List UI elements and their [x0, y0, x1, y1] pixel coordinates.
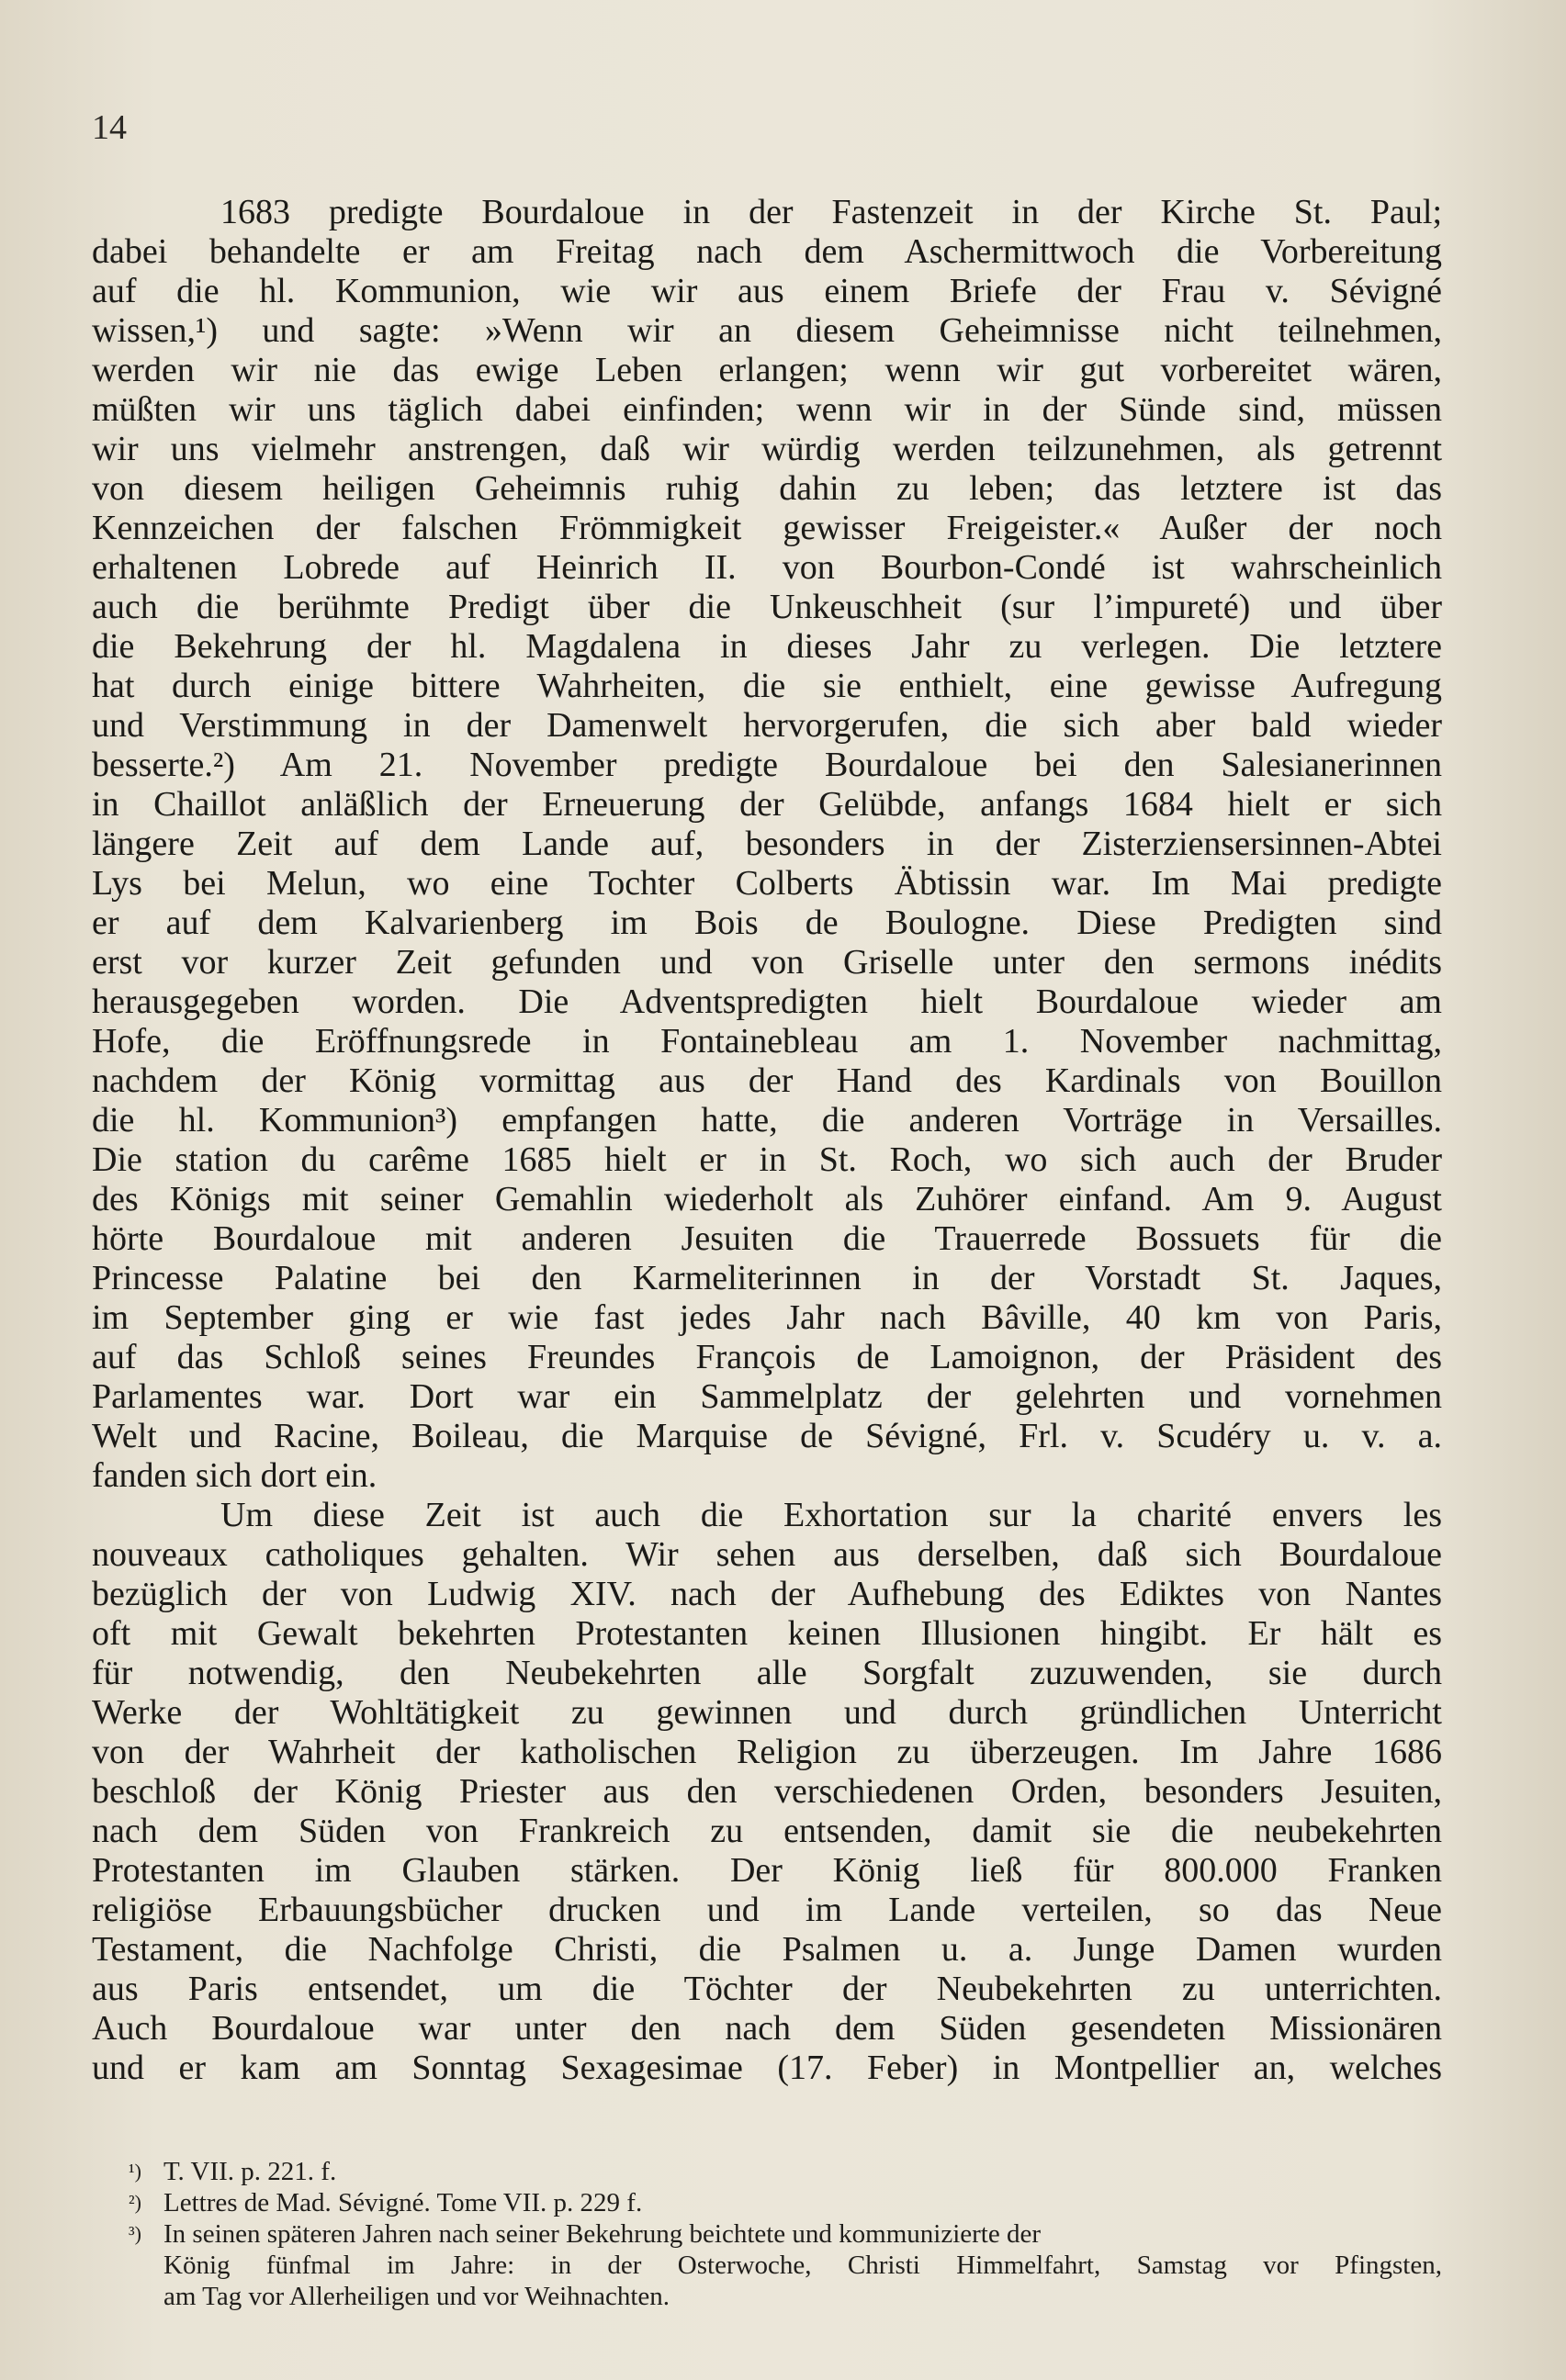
footnote-3-continuation: am Tag vor Allerheiligen und vor Weihnachten.: [163, 2282, 670, 2311]
text-line: und er kam am Sonntag Sexagesimae (17. Feber) in Montpellier an, welches: [92, 2049, 1442, 2087]
text-line: Hofe, die Eröffnungsrede in Fontainebleau am 1. November nachmittag,: [92, 1022, 1442, 1061]
text-line: im September ging er wie fast jedes Jahr nach Bâville, 40 km von Paris,: [92, 1298, 1442, 1337]
text-line: Werke der Wohltätigkeit zu gewinnen und durch gründlichen Unterricht: [92, 1693, 1442, 1732]
text-line: Testament, die Nachfolge Christi, die Psalmen u. a. Junge Damen wurden: [92, 1930, 1442, 1969]
text-line: religiöse Erbauungsbücher drucken und im Lande verteilen, so das Neue: [92, 1891, 1442, 1929]
text-line: nach dem Süden von Frankreich zu entsenden, damit sie die neubekehrten: [92, 1812, 1442, 1850]
text-line: herausgegeben worden. Die Adventspredigten hielt Bourdaloue wieder am: [92, 982, 1442, 1021]
paragraph-1: [92, 193, 1442, 1496]
footnote-text: In seinen späteren Jahren nach seiner Bekehrung beichtete und kommunizierte der: [163, 2219, 1042, 2249]
text-line: und Verstimmung in der Damenwelt hervorgerufen, die sich aber bald wieder: [92, 706, 1442, 745]
text-line: des Königs mit seiner Gemahlin wiederholt als Zuhörer einfand. Am 9. August: [92, 1180, 1442, 1218]
text-line: Um diese Zeit ist auch die Exhortation sur la charité envers les: [220, 1496, 1442, 1534]
footnote-2: [129, 2187, 1442, 2218]
text-line: Welt und Racine, Boileau, die Marquise de Sévigné, Frl. v. Scudéry u. v. a.: [92, 1417, 1442, 1455]
text-line: aus Paris entsendet, um die Töchter der Neubekehrten zu unterrichten.: [92, 1970, 1442, 2008]
text-line: Parlamentes war. Dort war ein Sammelplatz der gelehrten und vornehmen: [92, 1377, 1442, 1416]
text-line: beschloß der König Priester aus den verschiedenen Orden, besonders Jesuiten,: [92, 1772, 1442, 1811]
text-line: auf das Schloß seines Freundes François de Lamoignon, der Präsident des: [92, 1338, 1442, 1376]
text-line: von der Wahrheit der katholischen Religion zu überzeugen. Im Jahre 1686: [92, 1733, 1442, 1771]
text-line: Lys bei Melun, wo eine Tochter Colberts Äbtissin war. Im Mai predigte: [92, 864, 1442, 903]
footnote-mark: ³): [129, 2222, 141, 2245]
text-line: längere Zeit auf dem Lande auf, besonders in der Zisterziensersinnen-Abtei: [92, 825, 1442, 863]
text-line: dabei behandelte er am Freitag nach dem Aschermittwoch die Vorbereitung: [92, 232, 1442, 271]
text-line: hat durch einige bittere Wahrheiten, die sie enthielt, eine gewisse Aufregung: [92, 667, 1442, 705]
footnotes: [129, 2156, 1442, 2312]
text-line: Die station du carême 1685 hielt er in St. Roch, wo sich auch der Bruder: [92, 1140, 1442, 1179]
text-line: in Chaillot anläßlich der Erneuerung der Gelübde, anfangs 1684 hielt er sich: [92, 785, 1442, 824]
text-line: erst vor kurzer Zeit gefunden und von Griselle unter den sermons inédits: [92, 943, 1442, 982]
text-line: die hl. Kommunion³) empfangen hatte, die anderen Vorträge in Versailles.: [92, 1101, 1442, 1139]
text-line: er auf dem Kalvarienberg im Bois de Boulogne. Diese Predigten sind: [92, 904, 1442, 942]
footnote-3-continuation: König fünfmal im Jahre: in der Osterwoche, Christi Himmelfahrt, Samstag vor Pfingsten,: [163, 2251, 1442, 2280]
text-line: 1683 predigte Bourdaloue in der Fastenzeit in der Kirche St. Paul;: [220, 193, 1442, 231]
text-line: wissen,¹) und sagte: »Wenn wir an diesem Geheimnisse nicht teilnehmen,: [92, 311, 1442, 350]
text-line: müßten wir uns täglich dabei einfinden; wenn wir in der Sünde sind, müssen: [92, 390, 1442, 429]
text-line: oft mit Gewalt bekehrten Protestanten keinen Illusionen hingibt. Er hält es: [92, 1614, 1442, 1653]
page-number: 14: [92, 108, 127, 147]
text-line: besserte.²) Am 21. November predigte Bourdaloue bei den Salesianerinnen: [92, 746, 1442, 784]
text-line: wir uns vielmehr anstrengen, daß wir würdig werden teilzunehmen, als getrennt: [92, 430, 1442, 468]
text-line: von diesem heiligen Geheimnis ruhig dahin zu leben; das letztere ist das: [92, 469, 1442, 508]
text-line: für notwendig, den Neubekehrten alle Sorgfalt zuzuwenden, sie durch: [92, 1654, 1442, 1692]
footnote-separator: [92, 2144, 349, 2145]
body-text: [92, 193, 1442, 2088]
text-line: fanden sich dort ein.: [92, 1456, 377, 1495]
text-line: Princesse Palatine bei den Karmeliterinnen in der Vorstadt St. Jaques,: [92, 1259, 1442, 1297]
text-line: nouveaux catholiques gehalten. Wir sehen aus derselben, daß sich Bourdaloue: [92, 1535, 1442, 1574]
footnote-3: [129, 2218, 1442, 2250]
text-line: bezüglich der von Ludwig XIV. nach der Aufhebung des Ediktes von Nantes: [92, 1575, 1442, 1613]
text-line: auf die hl. Kommunion, wie wir aus einem Briefe der Frau v. Sévigné: [92, 272, 1442, 310]
footnote-1: [129, 2156, 1442, 2187]
footnote-mark: ²): [129, 2191, 141, 2214]
text-line: Kennzeichen der falschen Frömmigkeit gewisser Freigeister.« Außer der noch: [92, 509, 1442, 547]
footnote-mark: ¹): [129, 2160, 141, 2183]
text-line: Auch Bourdaloue war unter den nach dem Süden gesendeten Missionären: [92, 2009, 1442, 2048]
footnote-text: T. VII. p. 221. f.: [163, 2157, 337, 2186]
text-line: erhaltenen Lobrede auf Heinrich II. von Bourbon-Condé ist wahrscheinlich: [92, 548, 1442, 587]
footnote-text: Lettres de Mad. Sévigné. Tome VII. p. 229 f.: [163, 2188, 643, 2217]
text-line: Protestanten im Glauben stärken. Der König ließ für 800.000 Franken: [92, 1851, 1442, 1890]
text-line: hörte Bourdaloue mit anderen Jesuiten die Trauerrede Bossuets für die: [92, 1219, 1442, 1258]
text-line: auch die berühmte Predigt über die Unkeuschheit (sur l’impureté) und über: [92, 588, 1442, 626]
text-line: nachdem der König vormittag aus der Hand des Kardinals von Bouillon: [92, 1061, 1442, 1100]
text-line: die Bekehrung der hl. Magdalena in dieses Jahr zu verlegen. Die letztere: [92, 627, 1442, 666]
paragraph-2: [92, 1496, 1442, 2088]
text-line: werden wir nie das ewige Leben erlangen; wenn wir gut vorbereitet wären,: [92, 351, 1442, 389]
